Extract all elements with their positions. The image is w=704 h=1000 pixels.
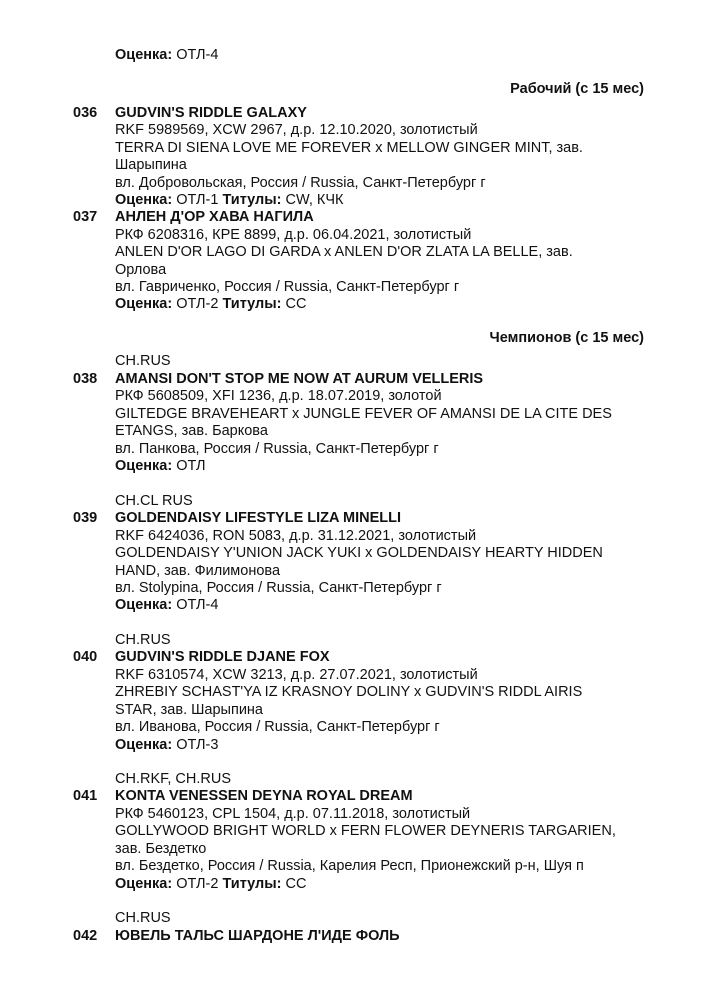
- entry-number: 038: [73, 371, 98, 387]
- dog-name: GUDVIN'S RIDDLE DJANE FOX: [115, 649, 330, 665]
- grade-value: ОТЛ-2: [176, 296, 219, 312]
- registration-info: RKF 6310574, XCW 3213, д.р. 27.07.2021, золотистый: [115, 667, 478, 683]
- owner-info: вл. Бездетко, Россия / Russia, Карелия Респ, Прионежский р-н, Шуя п: [115, 858, 584, 874]
- registration-info: РКФ 5460123, CPL 1504, д.р. 07.11.2018, золотистый: [115, 806, 471, 822]
- grade-label: Оценка:: [115, 47, 173, 63]
- owner-info: вл. Stolypina, Россия / Russia, Санкт-Петербург г: [115, 580, 442, 596]
- titles-value: CC: [285, 876, 307, 892]
- registration-info: РКФ 6208316, КРЕ 8899, д.р. 06.04.2021, золотистый: [115, 227, 472, 243]
- grade-line: [115, 192, 343, 209]
- dog-name: GOLDENDAISY LIFESTYLE LIZA MINELLI: [115, 510, 401, 526]
- grade-value: ОТЛ-4: [176, 47, 219, 63]
- entry-number: 042: [73, 928, 98, 944]
- grade-value: ОТЛ-2: [176, 876, 219, 892]
- titles-label: Титулы:: [222, 876, 282, 892]
- parents-info: ZHREBIY SCHAST'YA IZ KRASNOY DOLINY x GUDVIN'S RIDDL AIRIS: [115, 684, 583, 700]
- titles-value: CC: [285, 296, 307, 312]
- owner-info: вл. Панкова, Россия / Russia, Санкт-Петербург г: [115, 441, 439, 457]
- grade-value: ОТЛ-3: [176, 737, 219, 753]
- entry-number: 037: [73, 209, 98, 225]
- section-heading-champions: Чемпионов (с 15 мес): [489, 330, 644, 346]
- grade-label: Оценка:: [115, 458, 173, 474]
- parents-info: GILTEDGE BRAVEHEART x JUNGLE FEVER OF AMANSI DE LA CITE DES: [115, 406, 612, 422]
- dog-name: KONTA VENESSEN DEYNA ROYAL DREAM: [115, 788, 413, 804]
- breeder-info: HAND, зав. Филимонова: [115, 563, 281, 579]
- pre-title: CH.RUS: [115, 910, 171, 926]
- dog-name: АНЛЕН Д'ОР ХАВА НАГИЛА: [115, 209, 314, 225]
- owner-info: вл. Иванова, Россия / Russia, Санкт-Петербург г: [115, 719, 440, 735]
- pre-title: CH.RUS: [115, 353, 171, 369]
- grade-value: ОТЛ-1: [176, 192, 219, 208]
- parents-info: GOLLYWOOD BRIGHT WORLD x FERN FLOWER DEYNERIS TARGARIEN,: [115, 823, 616, 839]
- breeder-info: Орлова: [115, 262, 167, 278]
- registration-info: RKF 6424036, RON 5083, д.р. 31.12.2021, золотистый: [115, 528, 477, 544]
- parents-info: GOLDENDAISY Y'UNION JACK YUKI x GOLDENDAISY HEARTY HIDDEN: [115, 545, 603, 561]
- grade-value: ОТЛ: [176, 458, 206, 474]
- section-heading-working: Рабочий (с 15 мес): [510, 81, 644, 97]
- titles-label: Титулы:: [222, 296, 282, 312]
- grade-label: Оценка:: [115, 192, 173, 208]
- grade-label: Оценка:: [115, 876, 173, 892]
- pre-title: CH.RUS: [115, 632, 171, 648]
- pre-title: CH.RKF, CH.RUS: [115, 771, 232, 787]
- grade-label: Оценка:: [115, 737, 173, 753]
- breeder-info: зав. Бездетко: [115, 841, 207, 857]
- breeder-info: Шарыпина: [115, 157, 187, 173]
- dog-name: AMANSI DON'T STOP ME NOW AT AURUM VELLERIS: [115, 371, 484, 387]
- titles-label: Титулы:: [222, 192, 282, 208]
- titles-value: CW, КЧК: [285, 192, 344, 208]
- entry-number: 041: [73, 788, 98, 804]
- grade-line: [115, 876, 306, 893]
- dog-name: GUDVIN'S RIDDLE GALAXY: [115, 105, 307, 121]
- entry-number: 040: [73, 649, 98, 665]
- grade-value: ОТЛ-4: [176, 597, 219, 613]
- breeder-info: ETANGS, зав. Баркова: [115, 423, 268, 439]
- owner-info: вл. Добровольская, Россия / Russia, Санкт-Петербург г: [115, 175, 486, 191]
- grade-line: [115, 737, 218, 754]
- grade-label: Оценка:: [115, 597, 173, 613]
- parents-info: TERRA DI SIENA LOVE ME FOREVER x MELLOW GINGER MINT, зав.: [115, 140, 583, 156]
- grade-line: [115, 47, 218, 64]
- owner-info: вл. Гавриченко, Россия / Russia, Санкт-Петербург г: [115, 279, 460, 295]
- grade-line: [115, 458, 206, 475]
- registration-info: РКФ 5608509, XFI 1236, д.р. 18.07.2019, золотой: [115, 388, 442, 404]
- parents-info: ANLEN D'OR LAGO DI GARDA x ANLEN D'OR ZLATA LA BELLE, зав.: [115, 244, 573, 260]
- entry-number: 039: [73, 510, 98, 526]
- grade-line: [115, 597, 218, 614]
- grade-label: Оценка:: [115, 296, 173, 312]
- grade-line: [115, 296, 306, 313]
- dog-name: ЮВЕЛЬ ТАЛЬС ШАРДОНЕ Л'ИДЕ ФОЛЬ: [115, 928, 400, 944]
- breeder-info: STAR, зав. Шарыпина: [115, 702, 263, 718]
- pre-title: CH.CL RUS: [115, 493, 193, 509]
- entry-number: 036: [73, 105, 98, 121]
- registration-info: RKF 5989569, XCW 2967, д.р. 12.10.2020, золотистый: [115, 122, 478, 138]
